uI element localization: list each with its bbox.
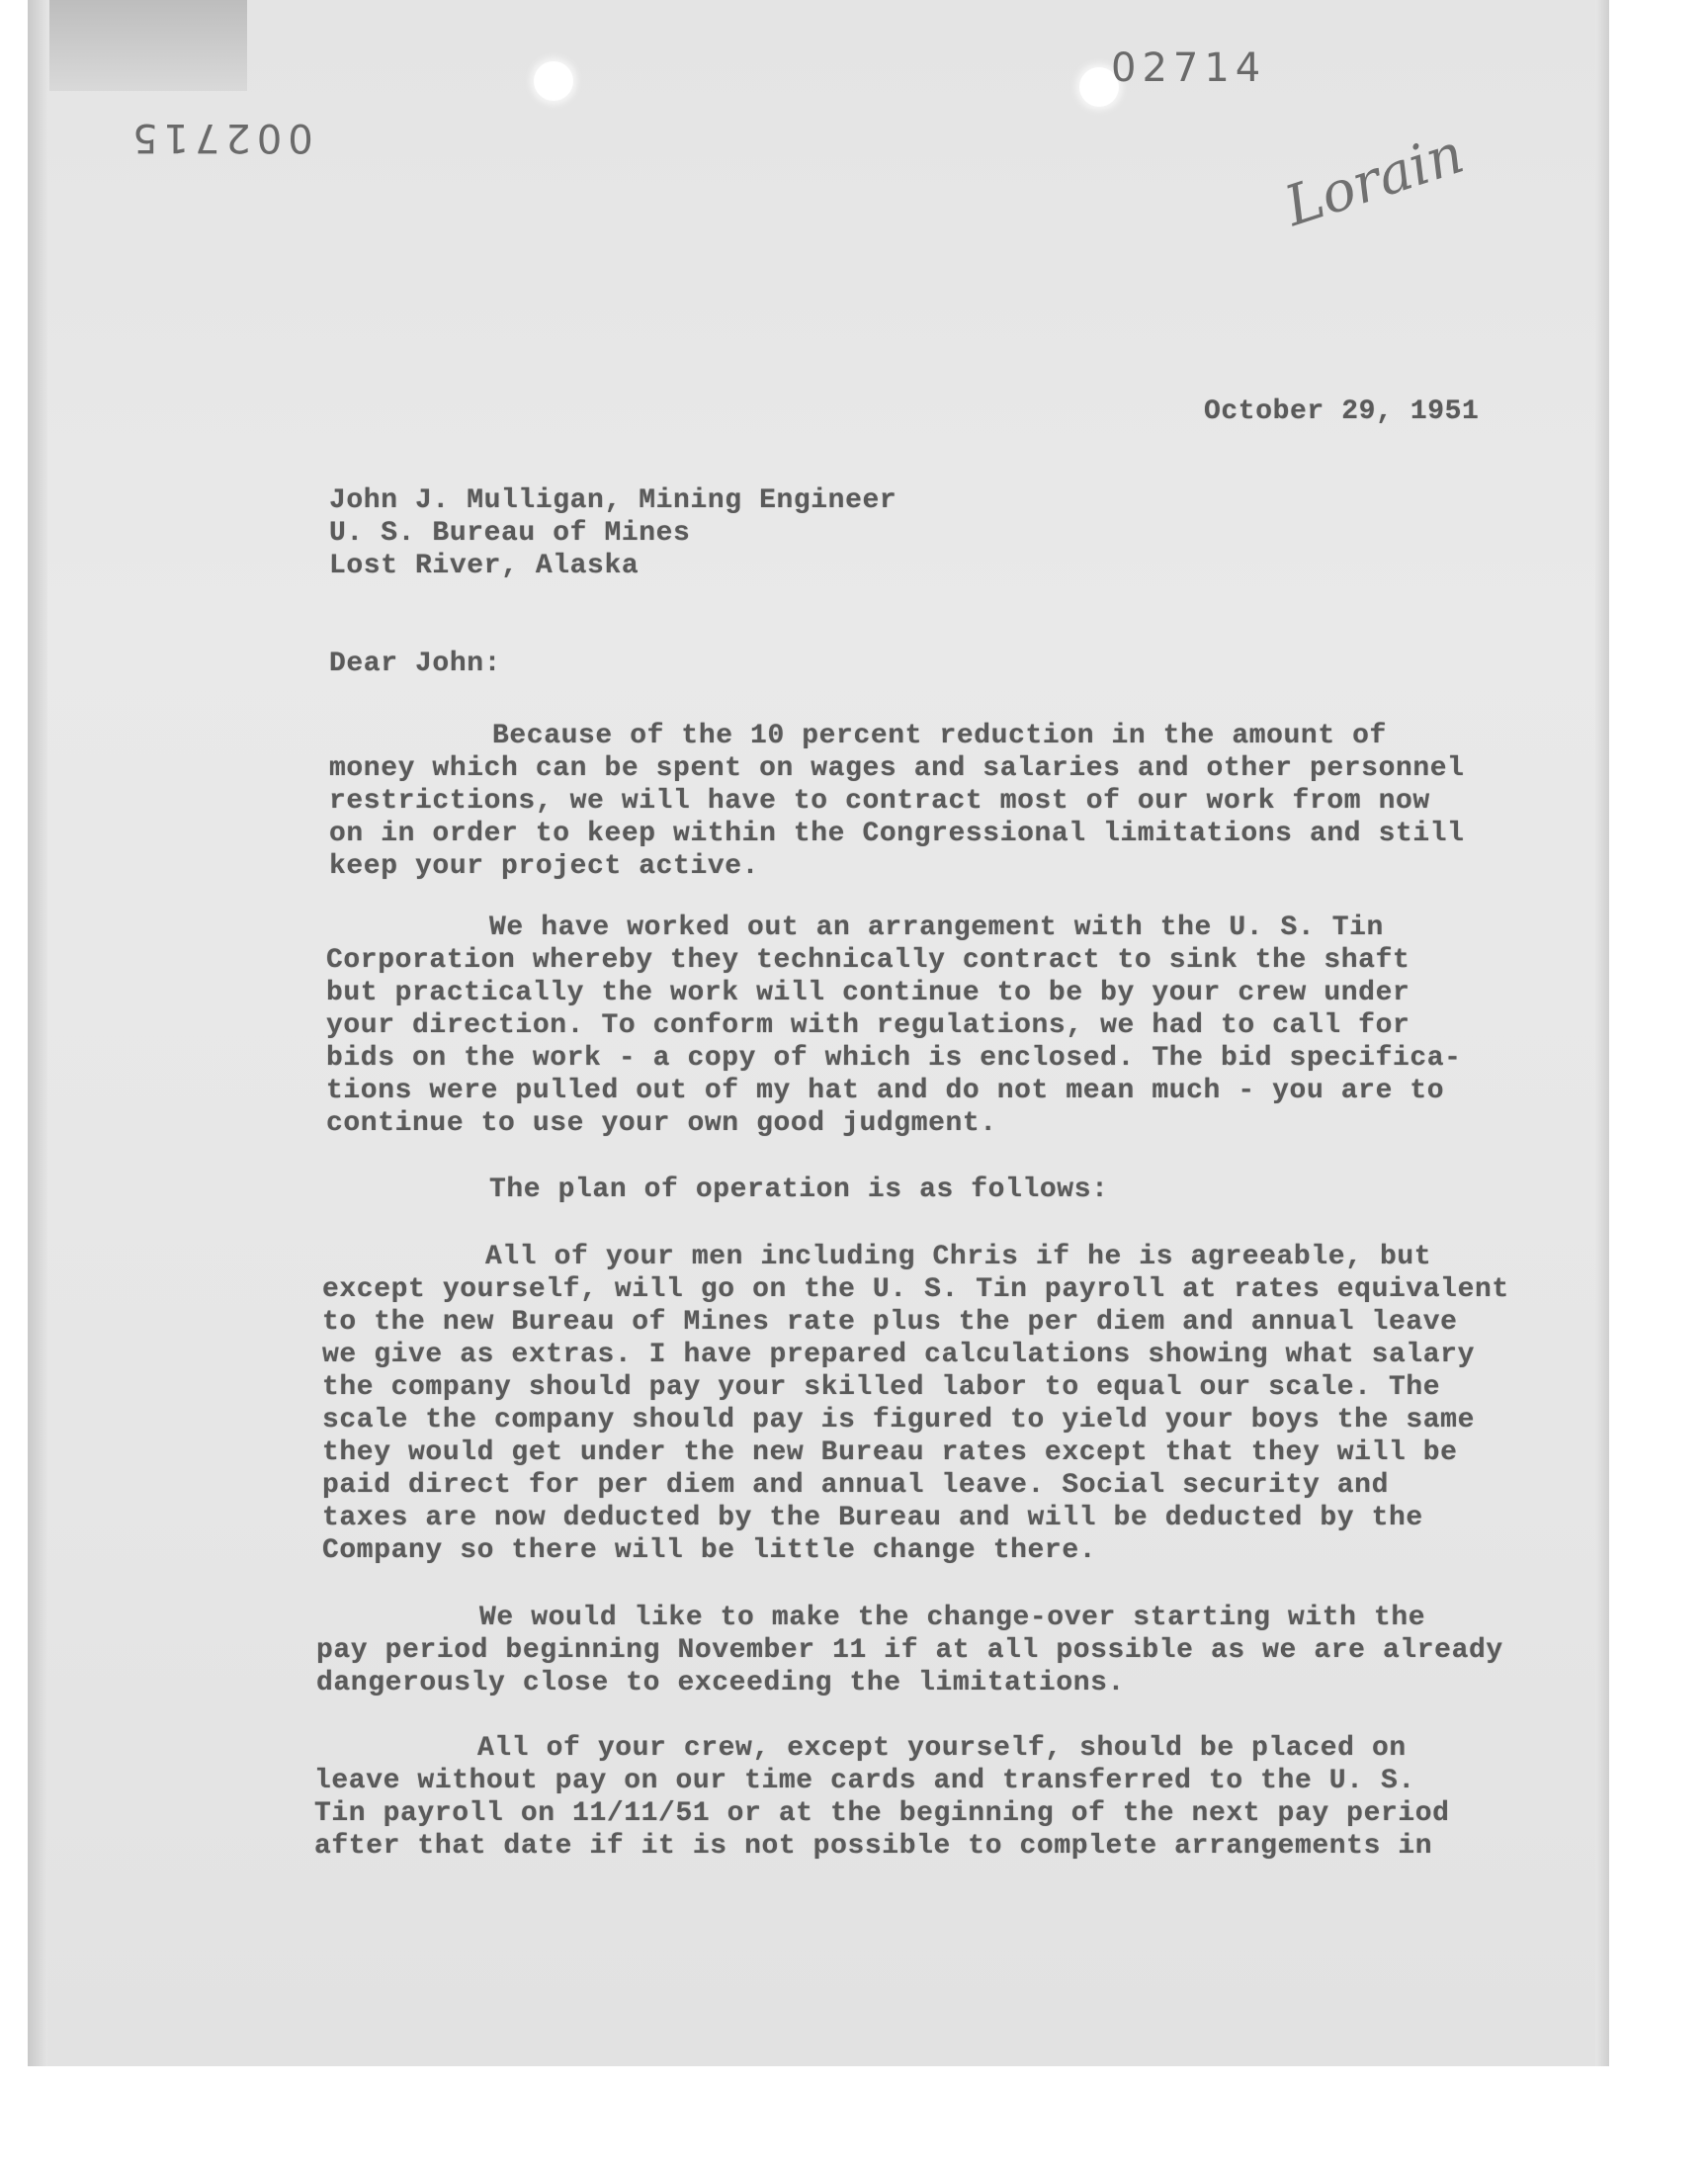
text-line: Corporation whereby they technically contract to sink the shaft: [326, 945, 1410, 976]
text-line: money which can be spent on wages and salaries and other personnel: [329, 753, 1465, 784]
text-line: continue to use your own good judgment.: [326, 1108, 997, 1139]
text-line: We have worked out an arrangement with the U. S. Tin: [489, 913, 1384, 943]
upside-down-number-stamp: 002715: [127, 115, 313, 160]
text-line: paid direct for per diem and annual leave. Social security and: [322, 1470, 1389, 1501]
text-line: your direction. To conform with regulations, we had to call for: [326, 1010, 1410, 1041]
punch-hole-left: [534, 61, 573, 101]
text-line: after that date if it is not possible to complete arrangements in: [314, 1831, 1433, 1862]
text-line: bids on the work - a copy of which is enclosed. The bid specifica-: [326, 1043, 1462, 1074]
text-line: except yourself, will go on the U. S. Tin payroll at rates equivalent: [322, 1274, 1509, 1305]
document-page: [28, 0, 1609, 2066]
text-line: Company so there will be little change there.: [322, 1535, 1097, 1566]
address-line: U. S. Bureau of Mines: [329, 518, 691, 549]
scan-shadow: [49, 0, 247, 91]
text-line: scale the company should pay is figured to yield your boys the same: [322, 1405, 1475, 1436]
text-line: keep your project active.: [329, 851, 760, 882]
text-line: the company should pay your skilled labor to equal our scale. The: [322, 1372, 1441, 1403]
text-line: on in order to keep within the Congressional limitations and still: [329, 819, 1465, 849]
document-number-stamp: 02714: [1111, 45, 1267, 91]
text-line: tions were pulled out of my hat and do not mean much - you are to: [326, 1076, 1445, 1106]
text-line: restrictions, we will have to contract most of our work from now: [329, 786, 1430, 817]
text-line: leave without pay on our time cards and transferred to the U. S.: [314, 1766, 1415, 1796]
address-line: Lost River, Alaska: [329, 551, 640, 581]
handwritten-note: Lorain: [1277, 121, 1472, 240]
paragraph-3: [489, 1174, 1109, 1206]
text-line: We would like to make the change-over starting with the: [479, 1603, 1426, 1633]
paragraph-2: [326, 912, 1462, 1140]
text-line: All of your crew, except yourself, should be placed on: [477, 1733, 1407, 1764]
recipient-address: [329, 484, 897, 582]
text-line: taxes are now deducted by the Bureau and will be deducted by the: [322, 1503, 1423, 1533]
text-line: The plan of operation is as follows:: [489, 1174, 1109, 1205]
paragraph-1: [329, 720, 1465, 883]
text-line: Tin payroll on 11/11/51 or at the beginning of the next pay period: [314, 1798, 1450, 1829]
text-line: to the new Bureau of Mines rate plus the per diem and annual leave: [322, 1307, 1458, 1338]
paragraph-4: [322, 1241, 1509, 1567]
address-line: John J. Mulligan, Mining Engineer: [329, 485, 897, 516]
text-line: Because of the 10 percent reduction in the amount of: [492, 721, 1387, 751]
text-line: we give as extras. I have prepared calculations showing what salary: [322, 1340, 1475, 1370]
salutation: Dear John:: [329, 649, 502, 679]
text-line: All of your men including Chris if he is agreeable, but: [485, 1242, 1432, 1272]
text-line: but practically the work will continue to be by your crew under: [326, 978, 1410, 1008]
paragraph-5: [316, 1602, 1503, 1699]
text-line: dangerously close to exceeding the limitations.: [316, 1668, 1125, 1698]
text-line: they would get under the new Bureau rates except that they will be: [322, 1437, 1458, 1468]
text-line: pay period beginning November 11 if at all possible as we are already: [316, 1635, 1503, 1666]
letter-date: October 29, 1951: [1204, 396, 1480, 427]
paragraph-6: [314, 1732, 1450, 1863]
